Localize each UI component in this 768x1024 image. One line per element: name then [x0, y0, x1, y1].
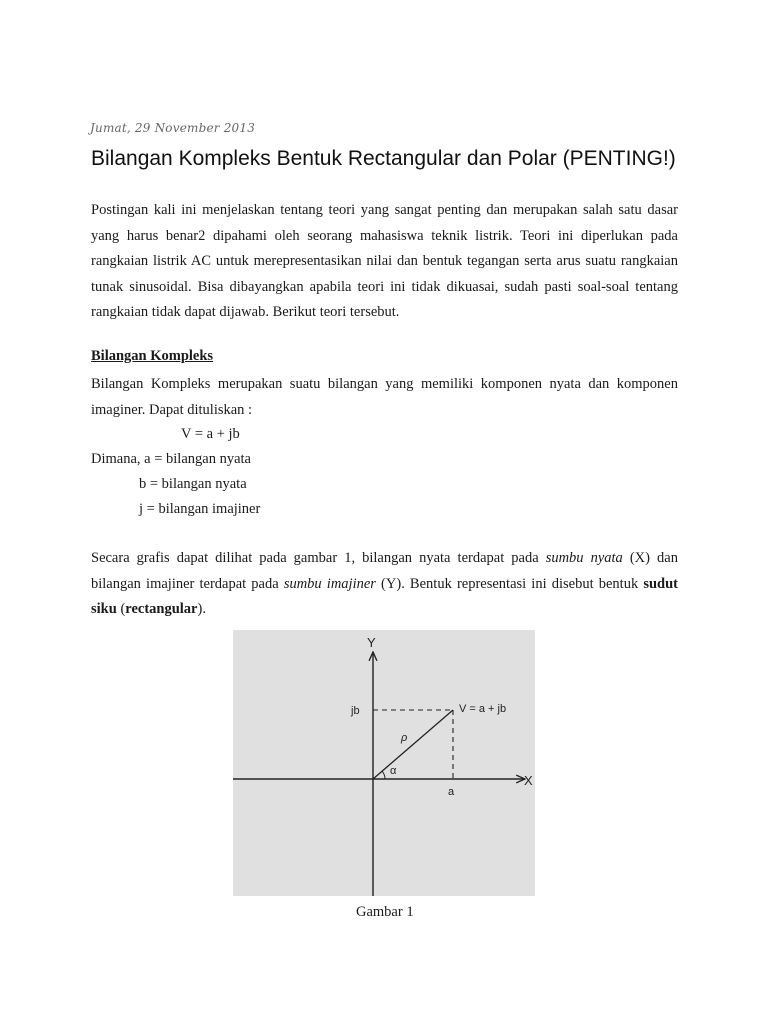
vector-label: V = a + jb	[459, 703, 507, 715]
figure-complex-plane	[233, 630, 535, 896]
figure-caption: Gambar 1	[356, 904, 414, 920]
vector-line	[373, 710, 453, 779]
post-title: Bilangan Kompleks Bentuk Rectangular dan Polar (PENTING!)	[91, 147, 676, 170]
para2-text: Secara grafis dapat dilihat pada gambar 1, bilangan nyata terdapat pada	[91, 550, 546, 566]
term-rectangular: rectangular	[125, 601, 198, 618]
definition-paragraph: Bilangan Kompleks merupakan suatu bilangan yang memiliki komponen nyata dan komponen imaginer. Dapat dituliskan :	[91, 376, 678, 418]
para2-text: (X) dan bilangan imajiner terdapat pada	[91, 550, 678, 592]
graphic-paragraph	[91, 546, 678, 623]
term-real-axis: sumbu nyata	[545, 550, 623, 566]
rho-label: ρ	[401, 732, 408, 744]
post-date: Jumat, 29 November 2013	[90, 121, 256, 135]
a-label: a	[448, 786, 455, 798]
alpha-label: α	[390, 765, 397, 777]
intro-paragraph: Postingan kali ini menjelaskan tentang teori yang sangat penting dan merupakan salah satu dasar yang harus benar2 dipahami oleh seorang mahasiswa teknik listrik. Teori ini diperlukan pada rangkaian listrik AC untuk merepresentasikan nilai dan bentuk tegangan serta arus suatu rangkaian tunak sinusoidal. Bisa dibayangkan apabila teori ini tidak dikuasai, sudah pasti soal-soal tentang rangkaian tidak dapat dijawab. Berikut teori tersebut.	[91, 202, 678, 321]
x-axis-label: X	[524, 773, 533, 788]
definition-b: b = bilangan nyata	[139, 476, 247, 492]
jb-label: jb	[351, 705, 360, 717]
para2-text: ).	[197, 601, 206, 618]
complex-plane-diagram	[233, 630, 535, 896]
term-imaginary-axis: sumbu imajiner	[283, 575, 376, 592]
section-heading: Bilangan Kompleks	[91, 348, 214, 364]
term-right-angle: sudut siku	[91, 575, 679, 618]
definition-a: Dimana, a = bilangan nyata	[91, 451, 251, 467]
angle-arc	[382, 771, 385, 779]
y-axis-label: Y	[367, 635, 376, 650]
para2-text: (	[116, 601, 126, 618]
definition-j: j = bilangan imajiner	[139, 501, 261, 517]
formula: V = a + jb	[181, 426, 240, 442]
para2-text: (Y). Bentuk representasi ini disebut bentuk	[375, 575, 644, 592]
